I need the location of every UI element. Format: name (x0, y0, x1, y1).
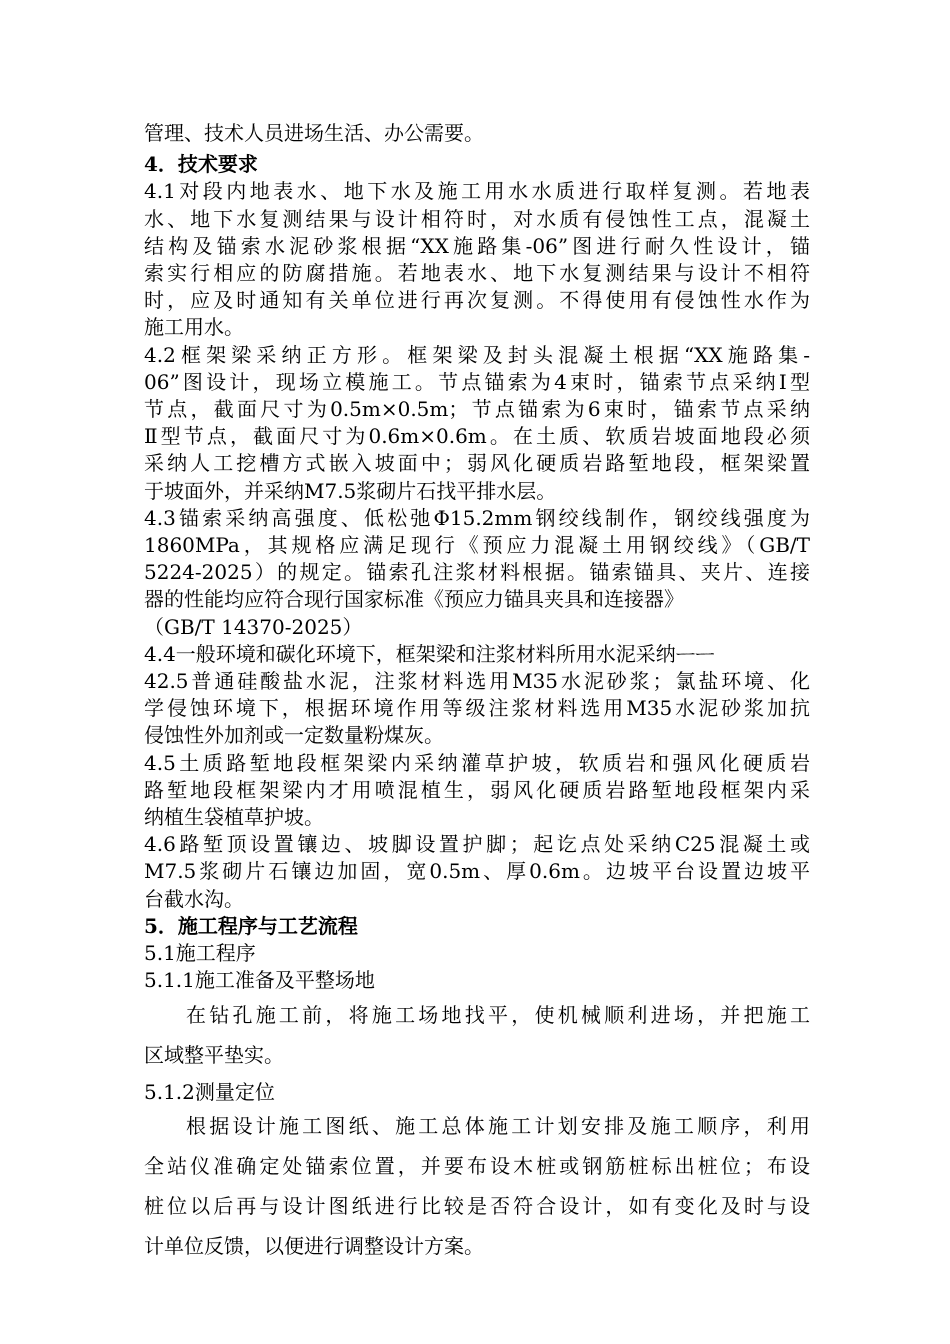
paragraph-4-4 (144, 641, 810, 750)
subsection-5-1-2-heading: 5.1.2测量定位 (144, 1079, 275, 1104)
paragraph-line: 施工用水。 (144, 315, 244, 340)
paragraph-line: 时，应及时通知有关单位进行再次复测。不得使用有侵蚀性水作为 (144, 288, 810, 313)
paragraph-line: 器的性能均应符合现行国家标准《预应力锚具夹具和连接器》 (144, 587, 684, 612)
paragraph-line: 42.5普通硅酸盐水泥，注浆材料选用M35水泥砂浆；氯盐环境、化 (144, 669, 810, 694)
section-4-heading: 4．技术要求 (144, 152, 258, 177)
paragraph-line: 纳植生袋植草护坡。 (144, 805, 324, 830)
section-5-heading: 5．施工程序与工艺流程 (144, 913, 358, 938)
paragraph-line: 采纳人工挖槽方式嵌入坡面中；弱风化硬质岩路堑地段，框架梁置 (144, 451, 810, 476)
paragraph-line: 4.6路堑顶设置镶边、坡脚设置护脚；起讫点处采纳C25混凝土或 (144, 832, 810, 857)
paragraph-line: 桩位以后再与设计图纸进行比较是否符合设计，如有变化及时与设 (144, 1193, 810, 1218)
paragraph-line: 水、地下水复测结果与设计相符时，对水质有侵蚀性工点，混凝土 (144, 206, 810, 231)
paragraph-4-2 (144, 342, 810, 505)
subsection-5-1-heading: 5.1施工程序 (144, 941, 256, 966)
paragraph-line: 4.2框架梁采纳正方形。框架梁及封头混凝土根据“XX施路集- (144, 342, 810, 367)
paragraph-4-5 (144, 750, 810, 832)
paragraph-line: 结构及锚索水泥砂浆根据“XX施路集-06”图进行耐久性设计，锚 (144, 233, 810, 258)
document-content (144, 120, 810, 1266)
paragraph-line: 5224-2025）的规定。锚索孔注浆材料根据。锚索锚具、夹片、连接 (144, 560, 810, 585)
paragraph-4-6 (144, 831, 810, 913)
paragraph-5-1-2 (144, 1106, 810, 1266)
paragraph-line: 节点，截面尺寸为0.5m×0.5m；节点锚索为6束时，锚索节点采纳 (144, 397, 810, 422)
paragraph-4-1 (144, 178, 810, 341)
subsection-5-1-1-heading: 5.1.1施工准备及平整场地 (144, 968, 375, 993)
paragraph-line: 全站仪准确定处锚索位置，并要布设木桩或钢筋桩标出桩位；布设 (144, 1153, 810, 1178)
paragraph-line: 索实行相应的防腐措施。若地表水、地下水复测结果与设计不相符 (144, 261, 810, 286)
paragraph-line: 根据设计施工图纸、施工总体施工计划安排及施工顺序，利用 (186, 1113, 810, 1138)
paragraph-line: 于坡面外，并采纳M7.5浆砌片石找平排水层。 (144, 478, 557, 503)
paragraph-line: 区域整平垫实。 (144, 1042, 284, 1067)
paragraph-line: M7.5浆砌片石镶边加固，宽0.5m、厚0.6m。边坡平台设置边坡平 (144, 859, 810, 884)
paragraph-line: 06”图设计，现场立模施工。节点锚索为4束时，锚索节点采纳I型 (144, 369, 810, 394)
paragraph-line: 1860MPa，其规格应满足现行《预应力混凝土用钢绞线》（GB/T (144, 533, 810, 558)
paragraph-line: 4.4一般环境和碳化环境下，框架梁和注浆材料所用水泥采纳ᅳᅳ (144, 641, 715, 666)
paragraph-line: 在钻孔施工前，将施工场地找平，使机械顺利进场，并把施工 (186, 1002, 810, 1027)
paragraph-5-1-1 (144, 995, 810, 1075)
paragraph-line: （GB/T 14370-2025） (144, 614, 363, 639)
paragraph-line: 4.5土质路堑地段框架梁内采纳灌草护坡，软质岩和强风化硬质岩 (144, 750, 810, 775)
paragraph-line: 4.1对段内地表水、地下水及施工用水水质进行取样复测。若地表 (144, 179, 810, 204)
paragraph-line: 学侵蚀环境下，根据环境作用等级注浆材料选用M35水泥砂浆加抗 (144, 696, 810, 721)
paragraph-line: 侵蚀性外加剂或一定数量粉煤灰。 (144, 723, 444, 748)
paragraph-line: 4.3锚索采纳高强度、低松弛Φ15.2mm钢绞线制作，钢绞线强度为 (144, 505, 810, 530)
intro-line: 管理、技术人员进场生活、办公需要。 (144, 121, 484, 145)
paragraph-4-3 (144, 505, 810, 641)
paragraph-line: Ⅱ型节点，截面尺寸为0.6m×0.6m。在土质、软质岩坡面地段必须 (144, 424, 810, 449)
paragraph-line: 台截水沟。 (144, 886, 244, 911)
paragraph-line: 路堑地段框架梁内才用喷混植生，弱风化硬质岩路堑地段框架内采 (144, 777, 810, 802)
paragraph-line: 计单位反馈，以便进行调整设计方案。 (144, 1233, 484, 1258)
